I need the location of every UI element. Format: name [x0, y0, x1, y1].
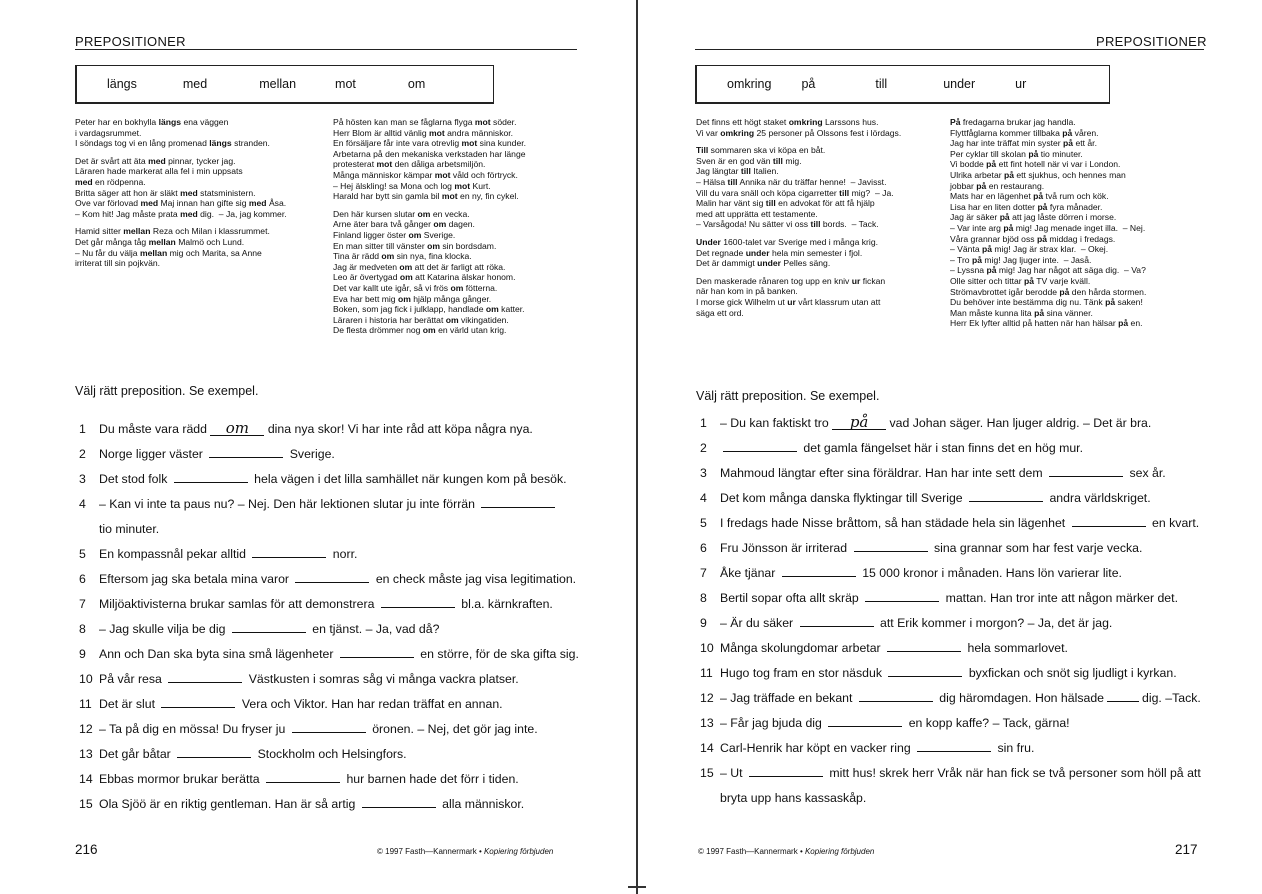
example-sentence: Leo är övertygad om att Katarina älskar honom. [333, 272, 516, 283]
exercise-number: 11 [79, 697, 92, 711]
answer-blank[interactable] [381, 595, 455, 608]
example-sentence: med att upprätta ett testamente. [696, 208, 818, 219]
exercise-item [79, 595, 599, 620]
example-sentence: Många människor kämpar mot våld och förtryck. [333, 169, 518, 180]
example-sentence: – Hälsa till Annika när du träffar henne! – Javisst. [696, 176, 887, 187]
example-sentence: En man sitter till vänster om sin bordsdam. [333, 240, 497, 251]
example-sentence: Den maskerade rånaren tog upp en kniv ur fickan [696, 275, 886, 286]
example-sentence: Finland ligger öster om Sverige. [333, 229, 456, 240]
answer-blank[interactable] [232, 620, 306, 633]
example-sentence: Läraren hade markerat alla fel i min uppsats [75, 166, 243, 177]
preposition-word-box [695, 65, 1110, 104]
example-column-2 [333, 117, 578, 336]
exercise-number: 3 [700, 466, 707, 480]
exercise-number: 7 [79, 597, 86, 611]
example-sentence: Britta säger att hon är släkt med statsministern. [75, 187, 256, 198]
exercise-item [700, 564, 1250, 589]
exercise-text: Du måste vara rädd om dina nya skor! Vi har inte råd att köpa några nya. [99, 419, 533, 437]
exercise-instruction: Välj rätt preposition. Se exempel. [696, 389, 880, 403]
exercise-item [79, 545, 599, 570]
example-sentence: Malin har vänt sig till en advokat för att få hjälp [696, 198, 875, 209]
exercise-item [700, 739, 1250, 764]
exercise-number: 4 [700, 491, 707, 505]
exercise-text: Eftersom jag ska betala mina varor en check måste jag visa legitimation. [99, 572, 577, 586]
exercise-text: – Ut mitt hus! skrek herr Vråk när han fick se två personer som höll på att [720, 766, 1201, 780]
exercise-number: 13 [700, 716, 714, 730]
exercise-number: 6 [79, 572, 86, 586]
example-sentence: Det finns ett högt staket omkring Larssons hus. [696, 117, 879, 127]
example-sentence: Till sommaren ska vi köpa en båt. [696, 145, 826, 156]
example-sentence: Boken, som jag fick i julklapp, handlade om katter. [333, 304, 525, 315]
exercise-number: 14 [79, 772, 93, 786]
word-pa: på [801, 77, 816, 91]
exercise-text: tio minuter. [99, 522, 160, 536]
exercise-number: 8 [700, 591, 707, 605]
answer-blank[interactable] [292, 720, 366, 733]
left-page [0, 0, 630, 894]
exercise-number: 4 [79, 497, 86, 511]
example-sentence: Tina är rädd om sin nya, fina klocka. [333, 251, 472, 262]
exercise-item [79, 445, 599, 470]
example-sentence: Mats har en lägenhet på två rum och kök. [950, 191, 1109, 202]
exercise-number: 1 [79, 422, 86, 436]
exercise-text: Fru Jönsson är irriterad sina grannar som har fest varje vecka. [720, 541, 1143, 555]
word-langs: längs [107, 77, 137, 91]
example-sentence: På hösten kan man se fåglarna flyga mot söder. [333, 117, 517, 127]
exercise-number: 2 [700, 441, 707, 455]
example-sentence: Du behöver inte bestämma dig nu. Tänk på saken! [950, 297, 1143, 308]
example-sentence: Vill du vara snäll och köpa cigarretter till mig? – Ja. [696, 187, 894, 198]
exercise-number: 14 [700, 741, 714, 755]
example-sentence: Jag är säker på att jag låste dörren i morse. [950, 212, 1117, 223]
header-rule [75, 49, 577, 50]
exercise-item [79, 670, 599, 695]
exercise-text: Det stod folk hela vägen i det lilla samhället när kungen kom på besök. [99, 472, 567, 486]
exercise-item [700, 439, 1250, 464]
exercise-item [79, 770, 599, 795]
answer-blank[interactable] [723, 439, 797, 452]
exercise-item [79, 745, 599, 770]
answer-blank[interactable] [888, 664, 962, 677]
exercise-text: Hugo tog fram en stor näsduk byxfickan och snöt sig ljudligt i kyrkan. [720, 666, 1177, 680]
example-sentence: Läraren i historia har berättat om vikingatiden. [333, 314, 509, 325]
exercise-item [700, 664, 1250, 689]
exercise-text: Det går båtar Stockholm och Helsingfors. [99, 747, 407, 761]
exercise-item [79, 470, 599, 495]
exercise-number: 8 [79, 622, 86, 636]
example-column-1 [696, 117, 948, 318]
example-sentence: med en rödpenna. [75, 176, 146, 187]
example-sentence: Olle sitter och tittar på TV varje kväll. [950, 275, 1091, 286]
example-sentence: Lisa har en liten dotter på fyra månader. [950, 201, 1103, 212]
answer-blank[interactable] [800, 614, 874, 627]
word-med: med [182, 77, 208, 91]
example-sentence: i vardagsrummet. [75, 127, 142, 138]
example-sentence: – Varsågoda! Nu sätter vi oss till bords. – Tack. [696, 219, 879, 230]
word-till: till [875, 77, 888, 91]
exercise-item [79, 420, 599, 445]
example-sentence [696, 230, 948, 237]
answer-blank[interactable] [917, 739, 991, 752]
example-sentence: Hamid sitter mellan Reza och Milan i klassrummet. [75, 226, 270, 237]
word-mot: mot [335, 77, 356, 91]
example-sentence: En försäljare får inte vara otrevlig mot sina kunder. [333, 138, 526, 149]
example-sentence: Strömavbrottet igår berodde på den hårda stormen. [950, 286, 1147, 297]
exercise-number: 12 [79, 722, 93, 736]
copyright-notice: © 1997 Fasth—Kannermark • Kopiering förbjuden [377, 847, 554, 856]
exercise-text: Carl-Henrik har köpt en vacker ring sin fru. [720, 741, 1035, 755]
exercise-list [700, 414, 1250, 814]
example-sentence: Ove var förlovad med Maj innan han gifte sig med Åsa. [75, 198, 287, 209]
example-sentence [696, 269, 948, 276]
exercise-item [700, 464, 1250, 489]
example-column-1 [75, 117, 333, 269]
exercise-number: 13 [79, 747, 93, 761]
example-sentence: Jag längtar till Italien. [696, 166, 779, 177]
exercise-item [79, 695, 599, 720]
example-sentence: – Tro på mig! Jag ljuger inte. – Jaså. [950, 254, 1092, 265]
exercise-item [79, 570, 599, 595]
exercise-item [700, 539, 1250, 564]
answer-blank[interactable] [174, 470, 248, 483]
right-page [640, 0, 1262, 894]
example-sentence: Ulrika arbetar på ett sjukhus, och hennes man [950, 169, 1126, 180]
page-number: 217 [1175, 842, 1198, 857]
exercise-text: I fredags hade Nisse bråttom, så han städade hela sin lägenhet en kvart. [720, 516, 1200, 530]
exercise-item [700, 689, 1250, 714]
exercise-text: – Ta på dig en mössa! Du fryser ju öronen. – Nej, det gör jag inte. [99, 722, 538, 736]
book-spine [636, 0, 638, 894]
example-sentence: De flesta drömmer nog om en värld utan krig. [333, 325, 507, 336]
exercise-text: Åke tjänar 15 000 kronor i månaden. Hans lön varierar lite. [720, 566, 1122, 580]
exercise-number: 10 [700, 641, 714, 655]
preposition-word-box [75, 65, 494, 104]
answer-blank[interactable] [161, 695, 235, 708]
exercise-item [79, 520, 599, 545]
example-sentence: säga ett ord. [696, 307, 744, 318]
example-sentence: – Nu får du välja mellan mig och Marita, sa Anne [75, 247, 262, 258]
exercise-text: – Jag skulle vilja be dig en tjänst. – Ja, vad då? [99, 622, 440, 636]
copyright-notice: © 1997 Fasth—Kannermark • Kopiering förbjuden [698, 847, 875, 856]
example-sentence: Jag är medveten om att det är farligt att röka. [333, 261, 506, 272]
answer-blank[interactable] [854, 539, 928, 552]
exercise-item [700, 764, 1250, 789]
example-sentence: Under 1600-talet var Sverige med i många krig. [696, 236, 878, 247]
exercise-item [79, 720, 599, 745]
exercise-text: En kompassnål pekar alltid norr. [99, 547, 358, 561]
example-sentence: – Lyssna på mig! Jag har något att säga dig. – Va? [950, 265, 1146, 276]
exercise-number: 5 [700, 516, 707, 530]
exercise-text: Ola Sjöö är en riktig gentleman. Han är så artig alla människor. [99, 797, 525, 811]
answer-blank[interactable] [782, 564, 856, 577]
answer-blank[interactable] [252, 545, 326, 558]
exercise-text: Många skolungdomar arbetar hela sommarlovet. [720, 641, 1068, 655]
exercise-text: bryta upp hans kassaskåp. [720, 791, 867, 805]
answer-blank[interactable] [209, 445, 283, 458]
example-sentence: Eva har bett mig om hjälp många gånger. [333, 293, 492, 304]
exercise-text: – Jag träffade en bekant dig häromdagen. Hon hälsade dig. –Tack. [720, 691, 1201, 705]
exercise-number: 6 [700, 541, 707, 555]
exercise-list [79, 420, 599, 820]
example-sentence: Den här kursen slutar om en vecka. [333, 208, 470, 219]
answer-blank[interactable] [266, 770, 340, 783]
exercise-number: 9 [79, 647, 86, 661]
exercise-text: Ebbas mormor brukar berätta hur barnen hade det förr i tiden. [99, 772, 519, 786]
exercise-item [700, 489, 1250, 514]
example-sentence: Arne äter bara två gånger om dagen. [333, 219, 475, 230]
example-sentence: Det är dammigt under Pelles säng. [696, 258, 831, 269]
exercise-item [700, 639, 1250, 664]
exercise-text: – Får jag bjuda dig en kopp kaffe? – Tack, gärna! [720, 716, 1070, 730]
answer-blank[interactable] [865, 589, 939, 602]
page-number: 216 [75, 842, 98, 857]
example-sentence: jobbar på en restaurang. [950, 180, 1045, 191]
exercise-instruction: Välj rätt preposition. Se exempel. [75, 384, 259, 398]
exercise-number: 3 [79, 472, 86, 486]
example-sentence: – Var inte arg på mig! Jag menade inget illa. – Nej. [950, 222, 1146, 233]
example-sentence [333, 202, 578, 209]
exercise-item [79, 495, 599, 520]
exercise-text: – Du kan faktiskt tro på vad Johan säger. Han ljuger aldrig. – Det är bra. [720, 413, 1152, 431]
answer-blank[interactable] [749, 764, 823, 777]
exercise-item [700, 714, 1250, 739]
example-sentence: Sven är en god vän till mig. [696, 155, 802, 166]
example-sentence: Arbetarna på den mekaniska verkstaden har länge [333, 148, 526, 159]
answer-blank[interactable] [828, 714, 902, 727]
word-under: under [943, 77, 976, 91]
exercise-text: Det kom många danska flyktingar till Sverige andra världskriget. [720, 491, 1151, 505]
answer-blank[interactable] [887, 639, 961, 652]
example-sentence: Harald har bytt sin gamla bil mot en ny, fin cykel. [333, 191, 519, 202]
exercise-number: 15 [79, 797, 93, 811]
answer-blank[interactable] [177, 745, 251, 758]
example-sentence: I morse gick Wilhelm ut ur vårt klassrum utan att [696, 296, 881, 307]
exercise-number: 7 [700, 566, 707, 580]
example-sentence: när han kom in på banken. [696, 286, 798, 297]
example-sentence: I söndags tog vi en lång promenad längs stranden. [75, 138, 270, 149]
example-sentence: Våra grannar bjöd oss på middag i fredags. [950, 233, 1116, 244]
exercise-text: Det är slut Vera och Viktor. Han har redan träffat en annan. [99, 697, 503, 711]
example-sentence: Vi var omkring 25 personer på Olssons fest i lördags. [696, 127, 902, 138]
answer-blank[interactable] [168, 670, 242, 683]
example-sentence: Man måste kunna lita på sina vänner. [950, 307, 1093, 318]
example-sentence: irriterat till sin pojkvän. [75, 258, 161, 269]
word-omkring: omkring [727, 77, 772, 91]
exercise-number: 1 [700, 416, 707, 430]
exercise-item [700, 589, 1250, 614]
exercise-text: Bertil sopar ofta allt skräp mattan. Han tror inte att någon märker det. [720, 591, 1178, 605]
exercise-number: 10 [79, 672, 93, 686]
exercise-number: 15 [700, 766, 714, 780]
example-sentence: Jag har inte träffat min syster på ett år. [950, 138, 1097, 149]
word-ur: ur [1015, 77, 1027, 91]
example-sentence: Peter har en bokhylla längs ena väggen [75, 117, 229, 127]
example-sentence: På fredagarna brukar jag handla. [950, 117, 1076, 127]
exercise-text: det gamla fängelset här i stan finns det en hög mur. [720, 439, 1083, 457]
exercise-text: Norge ligger väster Sverige. [99, 447, 335, 461]
exercise-item [79, 795, 599, 820]
example-sentence: – Vänta på mig! Jag är strax klar. – Okej. [950, 244, 1109, 255]
handwritten-answer[interactable]: på [832, 415, 886, 430]
example-sentence: Det går många tåg mellan Malmö och Lund. [75, 236, 245, 247]
exercise-number: 11 [700, 666, 713, 680]
answer-blank[interactable] [1049, 464, 1123, 477]
answer-blank[interactable] [969, 489, 1043, 502]
exercise-text: Ann och Dan ska byta sina små lägenheter en större, för de ska gifta sig. [99, 647, 579, 661]
example-sentence: – Hej älskling! sa Mona och log mot Kurt. [333, 180, 491, 191]
exercise-item [79, 645, 599, 670]
exercise-text: På vår resa Västkusten i somras såg vi många vackra platser. [99, 672, 519, 686]
exercise-number: 2 [79, 447, 86, 461]
exercise-number: 12 [700, 691, 714, 705]
answer-blank[interactable] [481, 495, 555, 508]
exercise-text: Miljöaktivisterna brukar samlas för att demonstrera bl.a. kärnkraften. [99, 597, 553, 611]
example-sentence [75, 219, 333, 226]
exercise-item [700, 414, 1250, 439]
answer-blank[interactable] [340, 645, 414, 658]
example-sentence [696, 138, 948, 145]
page-header: PREPOSITIONER [75, 34, 186, 49]
example-sentence: – Kom hit! Jag måste prata med dig. – Ja, jag kommer. [75, 208, 287, 219]
example-column-2 [950, 117, 1200, 329]
answer-blank[interactable] [1107, 689, 1139, 702]
exercise-item [700, 514, 1250, 539]
answer-blank[interactable] [1072, 514, 1146, 527]
header-rule [695, 49, 1204, 50]
example-sentence: Herr Ek lyfter alltid på hatten när han hälsar på en. [950, 318, 1143, 329]
exercise-item [700, 789, 1250, 814]
example-sentence: Flyttfåglarna kommer tillbaka på våren. [950, 127, 1099, 138]
example-sentence: Vi bodde på ett fint hotell när vi var i London. [950, 159, 1121, 170]
example-sentence [75, 149, 333, 156]
exercise-number: 9 [700, 616, 707, 630]
example-sentence: Det är svårt att äta med pinnar, tycker jag. [75, 155, 236, 166]
example-sentence: Per cyklar till skolan på tio minuter. [950, 148, 1083, 159]
word-mellan: mellan [259, 77, 297, 91]
exercise-text: – Är du säker att Erik kommer i morgon? – Ja, det är jag. [720, 616, 1113, 630]
exercise-text: – Kan vi inte ta paus nu? – Nej. Den här lektionen slutar ju inte förrän [99, 495, 558, 513]
answer-blank[interactable] [859, 689, 933, 702]
example-sentence: protesterat mot den dåliga arbetsmiljön. [333, 159, 486, 170]
exercise-text: Mahmoud längtar efter sina föräldrar. Han har inte sett dem sex år. [720, 466, 1166, 480]
exercise-number: 5 [79, 547, 86, 561]
exercise-item [700, 614, 1250, 639]
handwritten-answer[interactable]: om [210, 421, 264, 436]
exercise-item [79, 620, 599, 645]
example-sentence: Herr Blom är alltid vänlig mot andra människor. [333, 127, 514, 138]
example-sentence: Det var kallt ute igår, så vi frös om fötterna. [333, 282, 498, 293]
page-header: PREPOSITIONER [1096, 34, 1207, 49]
answer-blank[interactable] [362, 795, 436, 808]
word-om: om [407, 77, 426, 91]
example-sentence: Det regnade under hela min semester i fjol. [696, 247, 863, 258]
answer-blank[interactable] [295, 570, 369, 583]
